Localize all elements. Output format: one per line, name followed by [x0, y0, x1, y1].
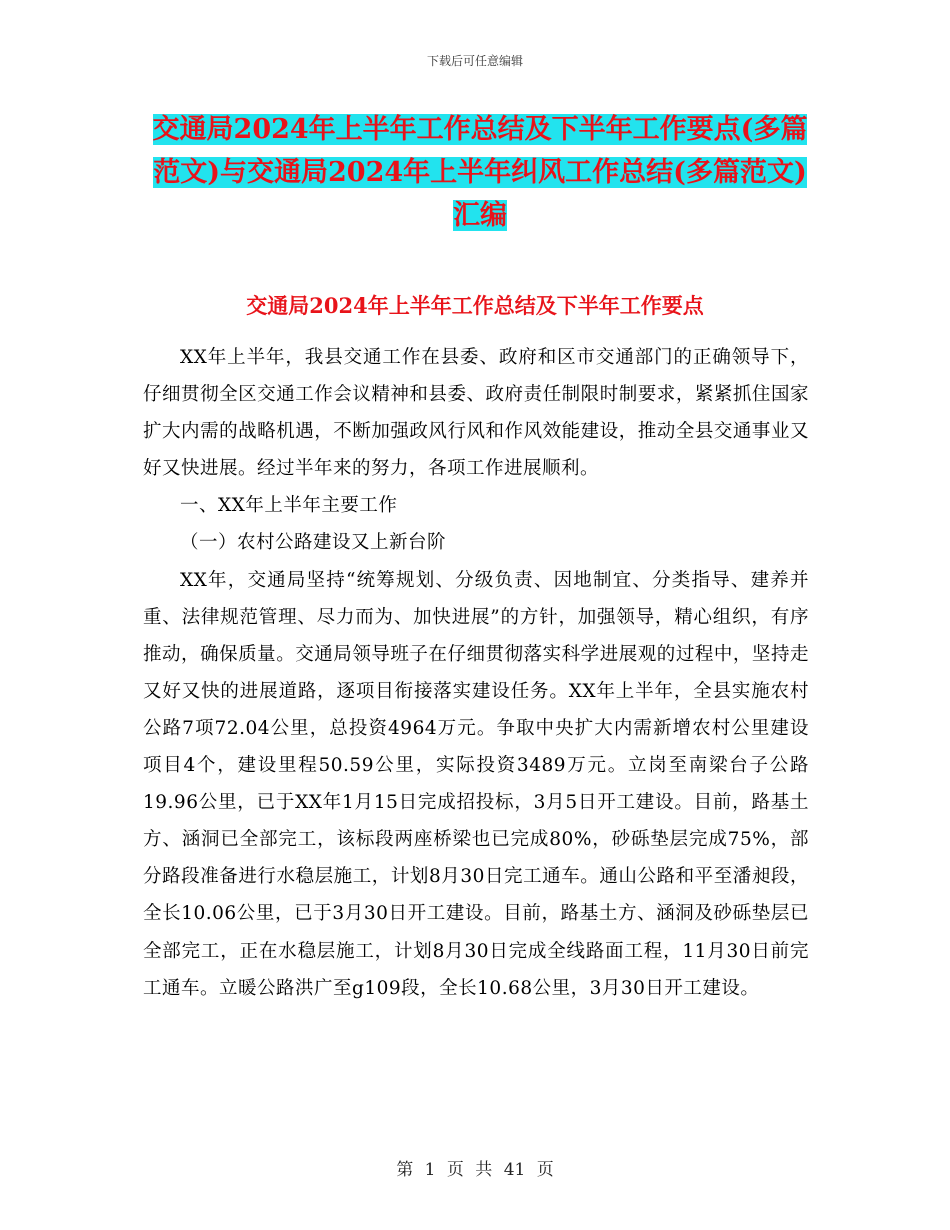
paragraph-intro: XX年上半年，我县交通工作在县委、政府和区市交通部门的正确领导下，仔细贯彻全区交通工作会议精神和县委、政府责任制限时制要求，紧紧抓住国家扩大内需的战略机遇，不断加强政风行风和作风效能建设，推动全县交通事业又好又快进展。经过半年来的努力，各项工作进展顺利。 [143, 347, 809, 480]
subheading-rural-roads: （一）农村公路建设又上新台阶 [180, 532, 447, 554]
section-title: 交通局2024年上半年工作总结及下半年工作要点 [246, 293, 704, 318]
document-body [143, 339, 809, 1007]
heading-main-work: 一、XX年上半年主要工作 [180, 495, 398, 517]
paragraph-rural-roads: XX年，交通局坚持“统筹规划、分级负责、因地制宜、分类指导、建养并重、法律规范管理、尽力而为、加快进展”的方针，加强领导，精心组织，有序推动，确保质量。交通局领导班子在仔细贯彻落实科学进展观的过程中，坚持走又好又快的进展道路，逐项目衔接落实建设任务。XX年上半年，全县实施农村公路7项72.04公里，总投资4964万元。争取中央扩大内需新增农村公里建设项目4个，建设里程50.59公里，实际投资3489万元。立岗至南梁台子公路19.96公里，已于XX年1月15日完成招投标，3月5日开工建设。目前，路基土方、涵洞已全部完工，该标段两座桥梁也已完成80%，砂砾垫层完成75%，部分路段准备进行水稳层施工，计划8月30日完工通车。通山公路和平至潘昶段，全长10.06公里，已于3月30日开工建设。目前，路基土方、涵洞及砂砾垫层已全部完工，正在水稳层施工，计划8月30日完成全线路面工程，11月30日前完工通车。立暖公路洪广至g109段，全长10.68公里，3月30日开工建设。 [143, 569, 809, 999]
document-title-text: 交通局2024年上半年工作总结及下半年工作要点(多篇范文)与交通局2024年上半年纠风工作总结(多篇范文)汇编 [152, 114, 808, 231]
page-header-note: 下载后可任意编辑 [426, 54, 523, 68]
document-title [140, 108, 820, 237]
page-number: 第 1 页 共 41 页 [396, 1160, 554, 1180]
